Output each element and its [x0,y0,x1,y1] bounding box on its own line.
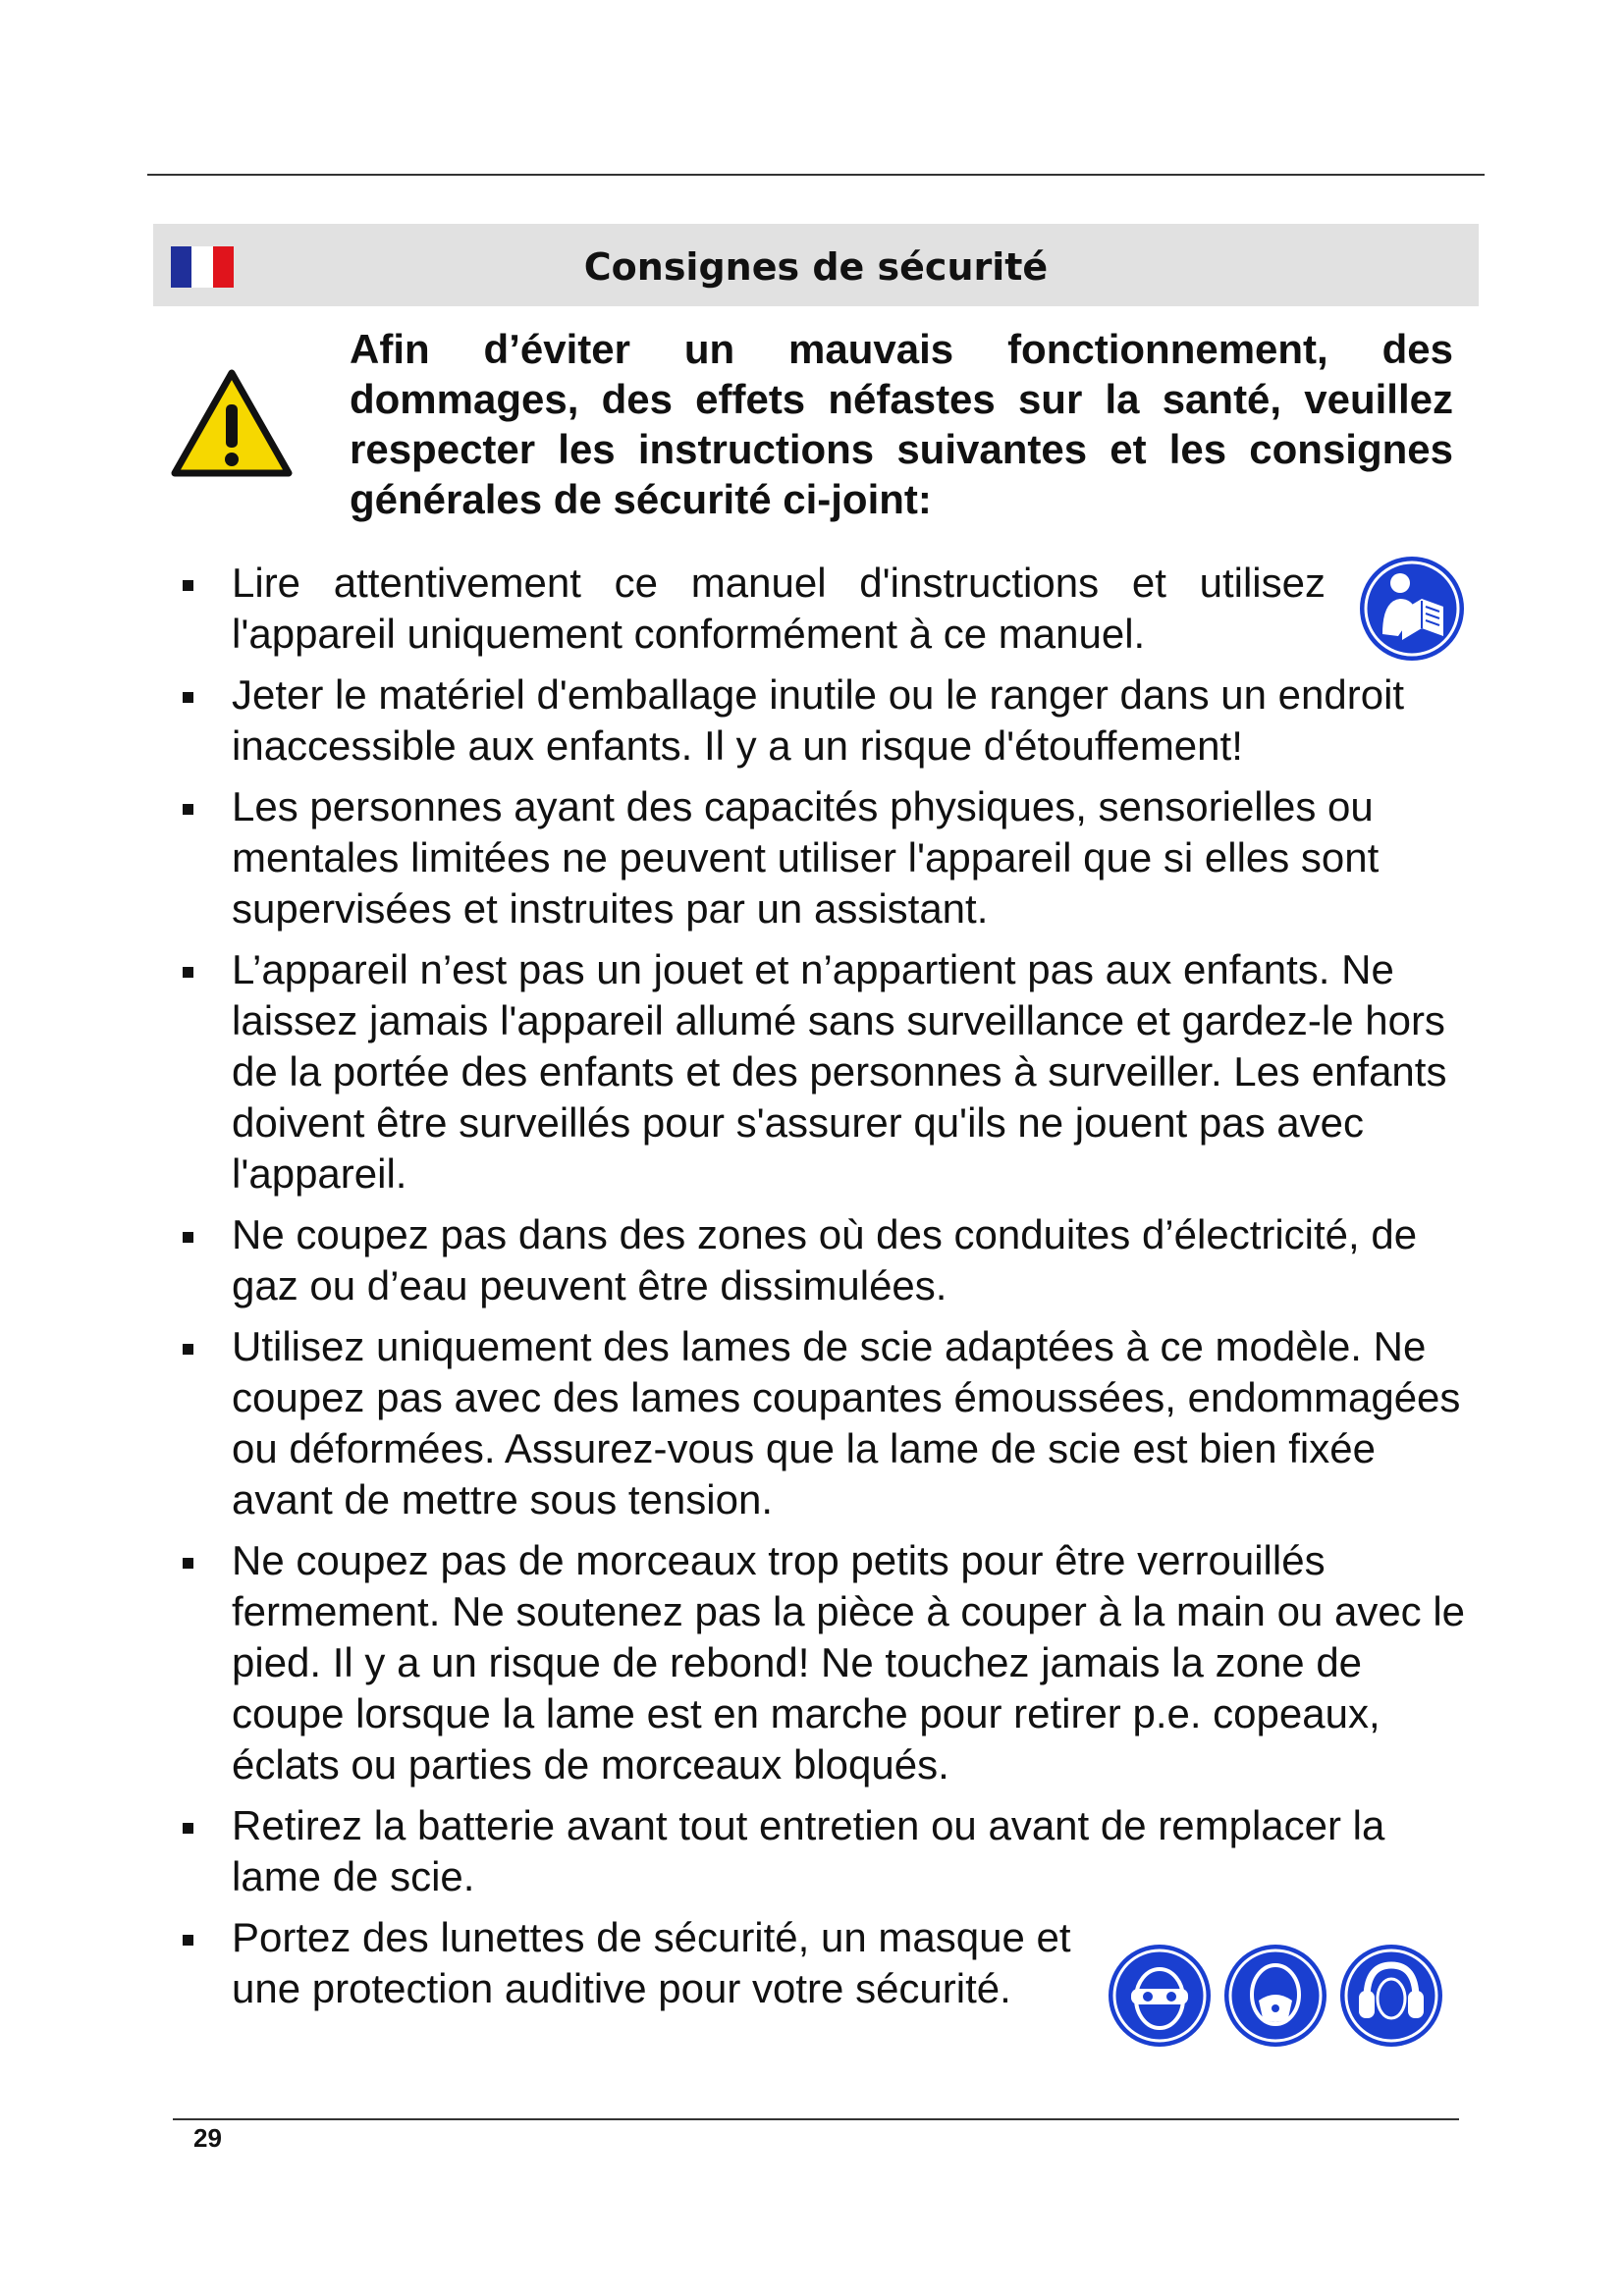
list-item: Portez des lunettes de sécurité, un masque et une protection auditive pour votre sécurité. [177,1912,1473,2014]
list-item: Utilisez uniquement des lames de scie adaptées à ce modèle. Ne coupez pas avec des lames coupantes émoussées, endommagées ou déformées. Assurez-vous que la lame de scie est bien fixée avant de mettre sous tension. [177,1321,1473,1525]
ear-protection-icon [1339,1944,1443,2048]
ppe-icon-group [1108,1944,1443,2048]
list-item: Ne coupez pas de morceaux trop petits pour être verrouillés fermement. Ne soutenez pas la pièce à couper à la main ou avec le pied. Il y a un risque de rebond! Ne touchez jamais la zone de coupe lorsque la lame est en marche pour retirer p.e. copeaux, éclats ou parties de morceaux bloqués. [177,1535,1473,1790]
dust-mask-icon [1223,1944,1327,2048]
footer-divider [173,2118,1459,2120]
list-item: Ne coupez pas dans des zones où des conduites d’électricité, de gaz ou d’eau peuvent être dissimulées. [177,1209,1473,1311]
safety-instructions-list [177,558,1473,2024]
section-header [153,224,1479,306]
page-number: 29 [193,2123,222,2153]
list-item: Retirez la batterie avant tout entretien ou avant de remplacer la lame de scie. [177,1800,1473,1902]
top-divider [147,174,1485,176]
list-item: Les personnes ayant des capacités physiques, sensorielles ou mentales limitées ne peuvent utiliser l'appareil que si elles sont supervisées et instruites par un assistant. [177,781,1473,934]
safety-goggles-icon [1108,1944,1212,2048]
list-item: Lire attentivement ce manuel d'instructions et utilisez l'appareil uniquement conformément à ce manuel. [177,558,1473,660]
warning-triangle-icon [171,369,293,479]
intro-warning-text: Afin d’éviter un mauvais fonctionnement, des dommages, des effets néfastes sur la santé, veuillez respecter les instructions suivantes et les consignes générales de sécurité ci-joint: [350,326,1453,522]
list-item: Jeter le matériel d'emballage inutile ou le ranger dans un endroit inaccessible aux enfants. Il y a un risque d'étouffement! [177,669,1473,772]
list-item: L’appareil n’est pas un jouet et n’appartient pas aux enfants. Ne laissez jamais l'appareil allumé sans surveillance et gardez-le hors de la portée des enfants et des personnes à surveiller. Les enfants doivent être surveillés pour s'assurer qu'ils ne jouent pas avec l'appareil. [177,944,1473,1200]
section-title: Consignes de sécurité [583,245,1049,289]
